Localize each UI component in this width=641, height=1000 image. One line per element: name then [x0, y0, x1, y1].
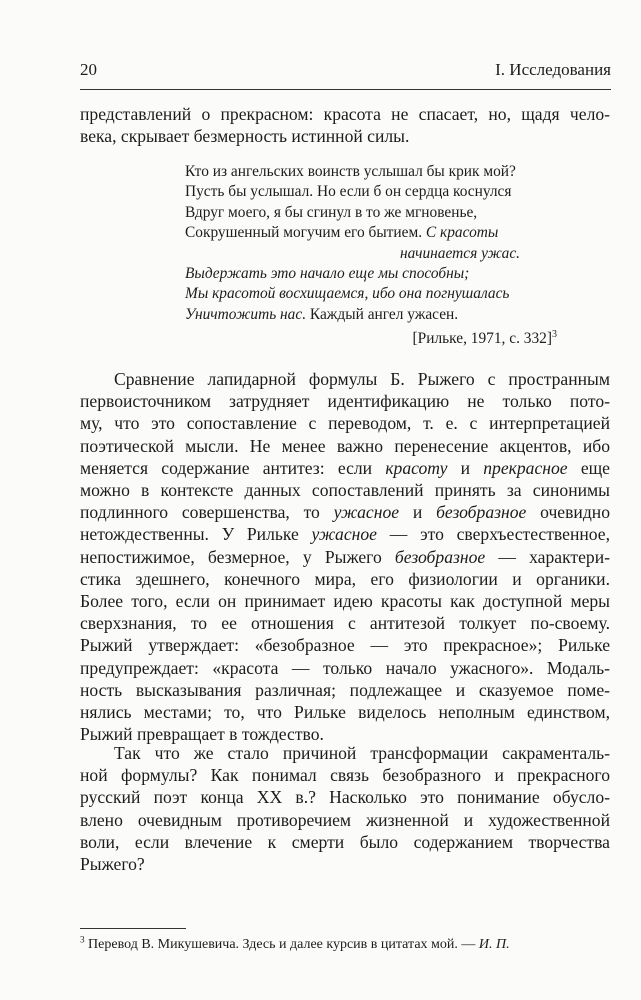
citation-text: [Рильке, 1971, с. 332]: [412, 330, 552, 348]
verse-quote: [185, 162, 565, 350]
footnote-marker[interactable]: 3: [552, 329, 557, 341]
italic-emphasis: С красоты: [425, 224, 499, 242]
text-run: еще: [567, 457, 610, 478]
text-run: и: [447, 457, 484, 478]
italic-emphasis: начинается ужас.: [400, 244, 521, 262]
text-line: Рыжего?: [80, 854, 145, 875]
text-line: му, что это сопоставление с переводом, т. е. с интерпретацией: [80, 413, 610, 434]
footnote-rule: [80, 928, 186, 929]
text-line: ность высказывания различная; подлежащее и сказуемое поме-: [80, 679, 610, 700]
text-line: [80, 546, 610, 568]
text-line: [80, 457, 610, 479]
verse-text: Сокрушенный могучим его бытием.: [185, 224, 426, 242]
italic-emphasis: ужасное: [311, 524, 377, 545]
verse-line: [185, 223, 565, 243]
text-line: первоисточником затрудняет идентификацию не только пото-: [80, 391, 610, 412]
verse-line: [185, 305, 565, 325]
verse-line: Вдруг моего, я бы сгинул в то же мгновенье,: [185, 203, 478, 221]
text-line: [80, 501, 610, 523]
text-run: — это сверхъестественное,: [377, 524, 610, 545]
text-line: века, скрывает безмерность истинной силы.: [80, 126, 410, 147]
page-header: [0, 0, 641, 95]
text-line: ной формулы? Как понимал связь безобразного и прекрасного: [80, 765, 610, 786]
footnote-author: И. П.: [478, 937, 510, 952]
text-line: стика здешнего, конечного мира, его физиологии и органики.: [80, 568, 610, 589]
italic-emphasis: Выдержать это начало еще мы способны;: [185, 265, 470, 283]
verse-line: Пусть бы услышал. Но если б он сердца коснулся: [185, 183, 512, 201]
text-run: и: [399, 502, 437, 523]
main-paragraph: [80, 368, 610, 745]
text-line: [80, 523, 610, 545]
footnote-number: 3: [80, 934, 85, 945]
text-line: можно в контексте данных сопоставлений принять за синонимы: [80, 480, 610, 501]
text-run: очевидно: [526, 502, 610, 523]
text-line: предупреждает: «красота — только начало ужасного». Модаль-: [80, 657, 610, 678]
text-line: Более того, если он принимает идею красоты как доступной меры: [80, 591, 610, 612]
text-run: — характери-: [485, 546, 610, 567]
footnote-text: Перевод В. Микушевича. Здесь и далее курсив в цитатах мой. —: [84, 937, 479, 952]
second-paragraph: [80, 742, 610, 875]
text-run: подлинного совершенства, то: [80, 502, 334, 523]
text-line: Сравнение лапидарной формулы Б. Рыжего с пространным: [114, 369, 610, 389]
italic-emphasis: красоту: [385, 457, 448, 478]
text-line: Так что же стало причиной трансформации сакраменталь-: [114, 743, 610, 763]
text-run: нетождественны. У Рильке: [80, 524, 312, 545]
verse-text: Каждый ангел ужасен.: [306, 305, 459, 323]
text-line: нялись местами; то, что Рильке виделось неполным единством,: [80, 702, 610, 723]
text-line: воли, если влечение к смерти было содержанием творчества: [80, 831, 610, 852]
citation-source: [185, 329, 565, 349]
verse-line: [185, 264, 565, 284]
italic-emphasis: безобразное: [436, 502, 527, 523]
text-line: Рыжий утверждает: «безобразное — это прекрасное»; Рильке: [80, 635, 610, 656]
footnote: [80, 934, 510, 953]
italic-emphasis: Мы красотой восхищаемся, ибо она погнушалась: [185, 285, 510, 303]
text-line: представлений о прекрасном: красота не спасает, но, щадя чело-: [80, 104, 610, 124]
italic-emphasis: прекрасное: [483, 457, 568, 478]
header-rule: [80, 89, 611, 90]
running-head: I. Исследования: [495, 60, 611, 79]
verse-line: [185, 284, 565, 304]
text-line: влено очевидным противоречием жизненной и художественной: [80, 809, 610, 830]
intro-paragraph: [80, 103, 610, 147]
text-line: русский поэт конца XX в.? Насколько это понимание обусло-: [80, 787, 610, 808]
text-run: непостижимое, безмерное, у Рыжего: [80, 546, 395, 567]
text-run: меняется содержание антитез: если: [80, 457, 386, 478]
page-number: 20: [80, 60, 97, 79]
text-line: поэтической мысли. Не менее важно перенесение акцентов, ибо: [80, 435, 610, 456]
italic-emphasis: Уничтожить нас.: [185, 305, 307, 323]
italic-emphasis: ужасное: [333, 502, 400, 523]
italic-emphasis: безобразное: [394, 546, 486, 567]
verse-line: [185, 244, 565, 264]
text-line: сверхзнания, то ее отношения с антитезой толкует по-своему.: [80, 613, 610, 634]
text-line: Рыжий превращает в тождество.: [80, 724, 324, 745]
verse-line: Кто из ангельских воинств услышал бы крик мой?: [185, 163, 516, 180]
